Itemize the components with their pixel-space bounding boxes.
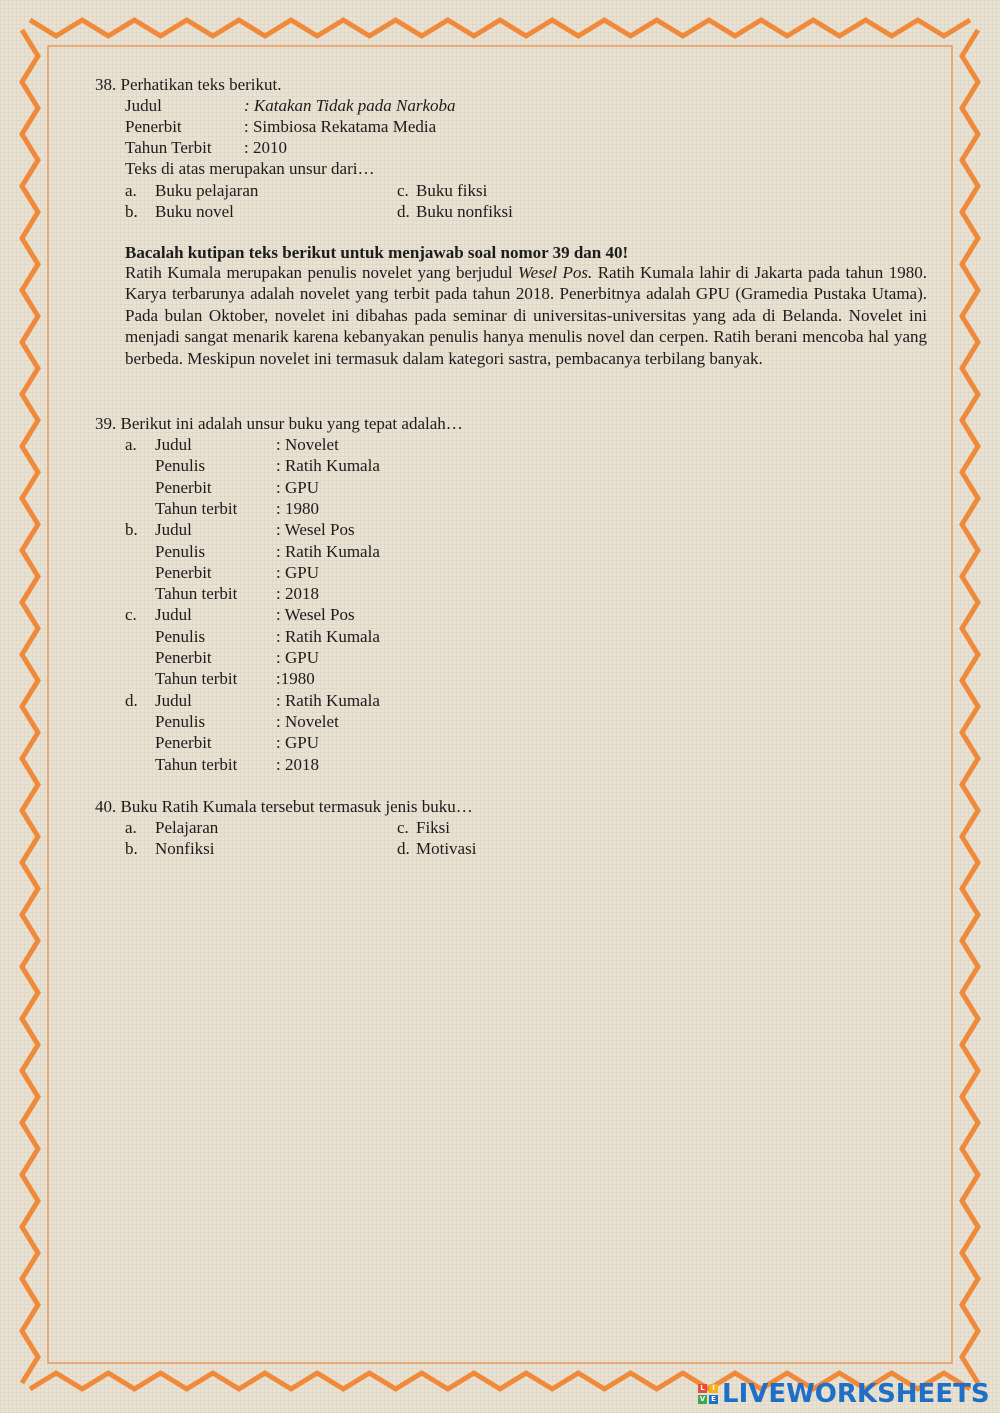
q39-option-letter[interactable]: c. — [125, 605, 137, 625]
q40-option-d[interactable]: Motivasi — [416, 839, 477, 858]
q39-row-value: : 2018 — [276, 754, 319, 774]
q38-option-c[interactable]: Buku fiksi — [416, 181, 488, 200]
q38-option-letter: b. — [125, 202, 138, 221]
q39-row-value: : Novelet — [276, 435, 339, 454]
q39-row-label: Judul — [155, 605, 192, 625]
q39-row-value: : Ratih Kumala — [276, 456, 380, 476]
q38-option-letter: d. — [397, 202, 410, 221]
q39-row-label: Judul — [155, 520, 192, 540]
q38-row-label: Judul — [125, 96, 162, 115]
q39-row-value: : Novelet — [276, 711, 339, 731]
q38-question: Teks di atas merupakan unsur dari… — [125, 159, 375, 178]
q39-row-value: : Wesel Pos — [276, 605, 355, 625]
q38-option-a[interactable]: Buku pelajaran — [155, 181, 259, 200]
q39-option-letter[interactable]: b. — [125, 520, 138, 540]
q39-row-value: : 1980 — [276, 498, 319, 518]
logo-tile: E — [709, 1395, 718, 1404]
q39-row-label: Penulis — [155, 711, 206, 731]
liveworksheets-logo-text: LIVEWORKSHEETS — [722, 1379, 990, 1409]
q40-option-letter: c. — [397, 818, 409, 837]
q39-row-value: : GPU — [276, 562, 319, 582]
q40-option-letter: b. — [125, 839, 138, 858]
logo-tile: V — [699, 1395, 706, 1403]
q40-option-a[interactable]: Pelajaran — [155, 818, 219, 837]
liveworksheets-logo — [698, 1378, 990, 1410]
reading-instruction: Bacalah kutipan teks berikut untuk menjawab soal nomor 39 dan 40! — [125, 243, 629, 262]
q39-row-value: : 2018 — [276, 584, 319, 604]
q40-option-c[interactable]: Fiksi — [416, 818, 451, 837]
logo-tile: L — [698, 1384, 707, 1393]
q39-row-value: : GPU — [276, 477, 319, 497]
q39-row-label: Penerbit — [155, 733, 212, 753]
border-zigzag-line — [30, 20, 970, 36]
q39-row-label: Penerbit — [155, 648, 212, 667]
border-zigzag-line — [962, 30, 978, 1383]
q39-row-label: Tahun terbit — [155, 754, 238, 774]
q38-option-letter: a. — [125, 181, 137, 200]
q39-row-label: Tahun terbit — [155, 584, 238, 604]
q39-row-label: Tahun terbit — [155, 498, 238, 518]
q39-row-label: Judul — [155, 690, 192, 710]
passage-text: Ratih Kumala lahir di Jakarta pada tahun 1980. Karya terbarunya adalah novelet yang terbit pada tahun 2018. Penerbitnya adalah GPU (Gramedia Pustaka Utama). Pada bulan Oktober, novelet ini dibahas pada seminar di universitas-universitas yang ada di Belanda. Novelet ini menjadi sangat menarik karena kebanyakan penulis hanya menulis novel dan cerpen. Ratih berani mencoba hal yang berbeda. Meskipun novelet ini termasuk dalam kategori sastra, pembacanya terbilang banyak. — [125, 263, 927, 368]
q39-row-value: : Ratih Kumala — [276, 690, 380, 710]
q40-stem: 40. Buku Ratih Kumala tersebut termasuk jenis buku… — [95, 797, 473, 816]
q38-option-b[interactable]: Buku novel — [155, 202, 234, 221]
q39-row-label: Penerbit — [155, 477, 212, 497]
q39-option-letter[interactable]: a. — [125, 435, 137, 454]
q39-stem: 39. Berikut ini adalah unsur buku yang tepat adalah… — [95, 414, 463, 433]
q39-row-label: Penulis — [155, 626, 206, 646]
liveworksheets-logo-icon — [698, 1384, 718, 1404]
q38-option-d[interactable]: Buku nonfiksi — [416, 202, 513, 221]
q38-row-label: Tahun Terbit — [125, 138, 212, 157]
passage-book-title: Wesel Pos. — [518, 263, 593, 282]
q39-row-label: Penulis — [155, 456, 206, 476]
q39-row-value: :1980 — [276, 669, 315, 689]
q38-stem: 38. Perhatikan teks berikut. — [95, 75, 282, 94]
q39-option-letter[interactable]: d. — [125, 690, 138, 710]
q39-row-value: : Wesel Pos — [276, 520, 355, 540]
q38-row-value: : Simbiosa Rekatama Media — [244, 117, 437, 136]
q39-row-label: Judul — [155, 435, 192, 454]
q39-row-value: : Ratih Kumala — [276, 626, 380, 646]
q40-option-letter: a. — [125, 818, 137, 837]
q38-option-letter: c. — [397, 181, 409, 200]
passage-text: Ratih Kumala merupakan penulis novelet yang berjudul — [125, 263, 519, 282]
q38-row-value: : 2010 — [244, 138, 287, 157]
border-zigzag-line — [22, 30, 38, 1383]
q39-row-value: : GPU — [276, 733, 319, 753]
q39-row-value: : GPU — [276, 648, 319, 667]
q40-option-letter: d. — [397, 839, 410, 858]
q39-row-value: : Ratih Kumala — [276, 541, 380, 561]
reading-passage — [125, 262, 927, 369]
q38-row-label: Penerbit — [125, 117, 182, 136]
q39-row-label: Penerbit — [155, 562, 212, 582]
q39-row-label: Tahun terbit — [155, 669, 238, 689]
q40-option-b[interactable]: Nonfiksi — [155, 839, 215, 858]
q38-row-value: : Katakan Tidak pada Narkoba — [244, 96, 456, 115]
q39-row-label: Penulis — [155, 541, 206, 561]
logo-tile: I — [709, 1384, 718, 1393]
